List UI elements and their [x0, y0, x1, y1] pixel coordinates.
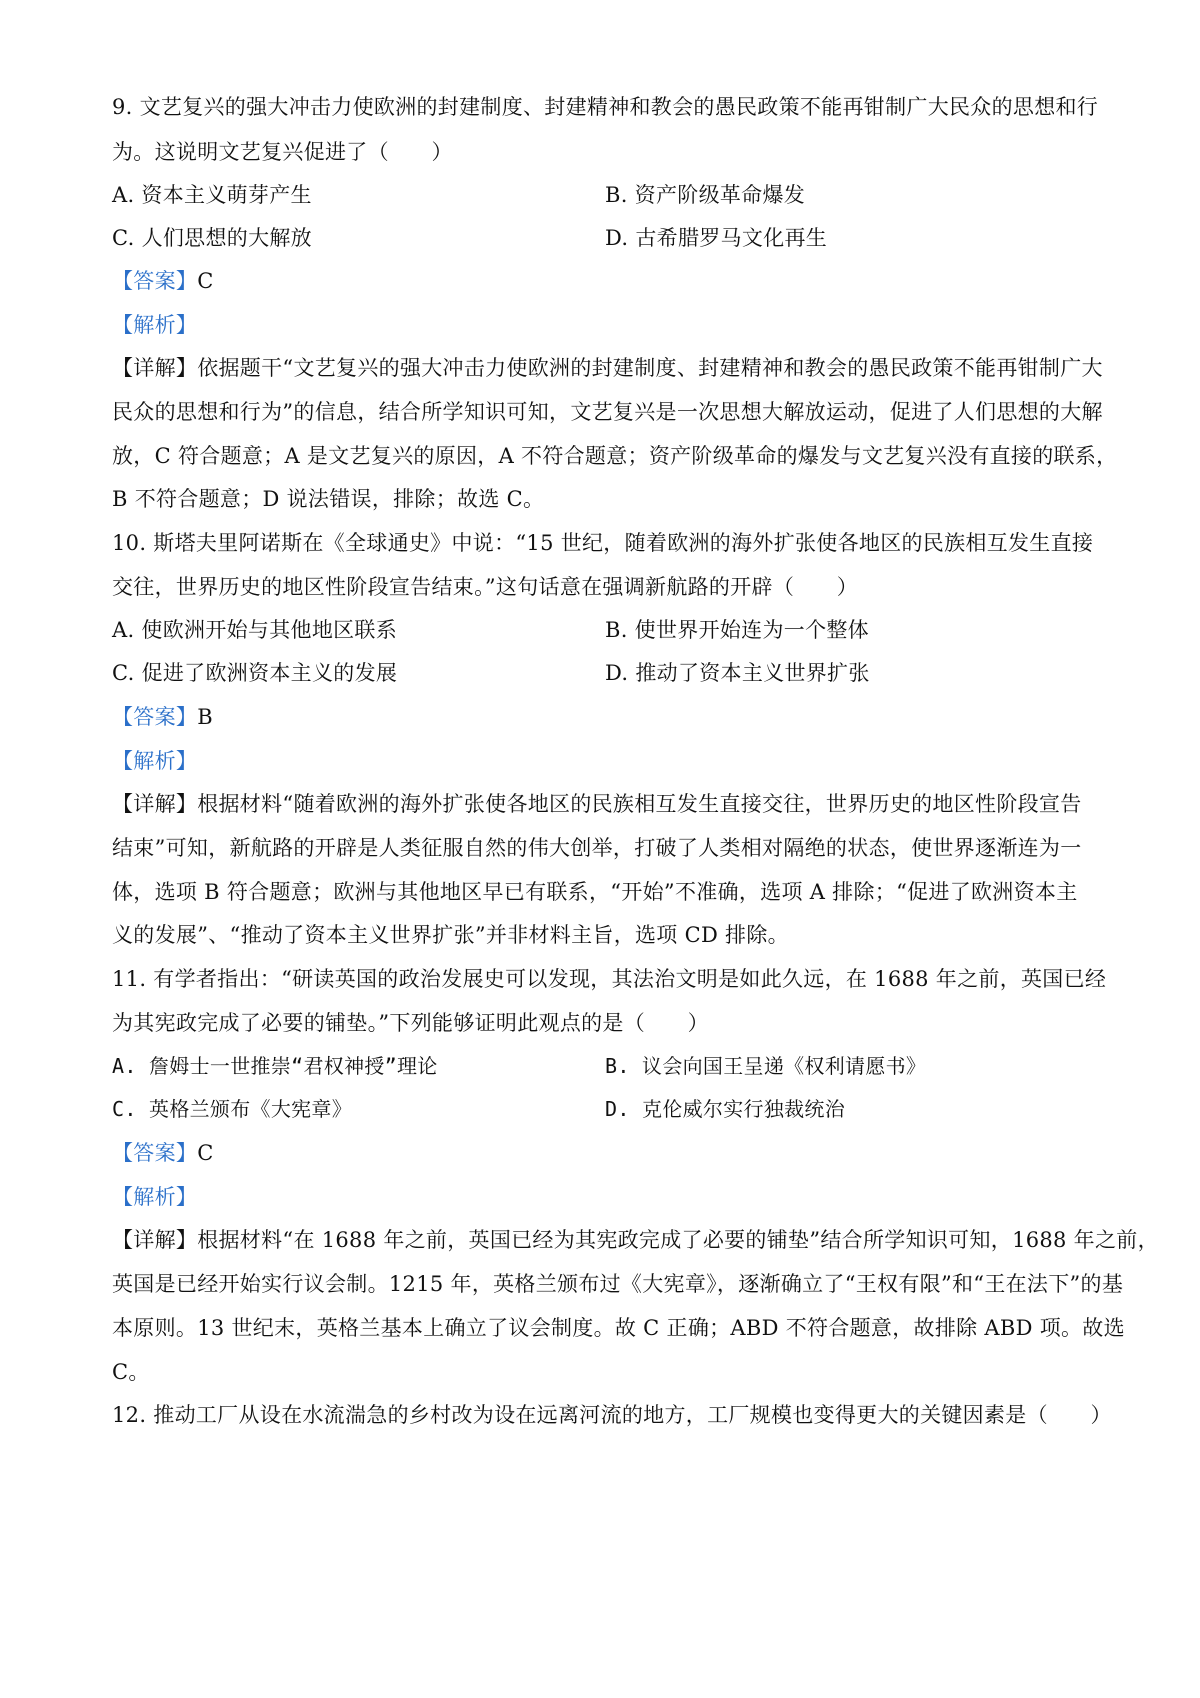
q11-detail-line-1 [112, 1225, 1159, 1255]
q9-option-c: C. 人们思想的大解放 [112, 226, 312, 250]
q10-detail-tag: 【详解】 [112, 792, 198, 816]
q10-answer-value: B [197, 705, 213, 729]
q10-answer-tag: 【答案】 [112, 705, 198, 729]
q9-detail-line-2: 民众的思想和行为”的信息，结合所学知识可知，文艺复兴是一次思想大解放运动，促进了人们思想的大解 [112, 400, 1103, 424]
q9-option-a: A. 资本主义萌芽产生 [112, 183, 312, 207]
q11-detail-tag: 【详解】 [112, 1228, 198, 1252]
q10-detail-line-3: 体，选项 B 符合题意；欧洲与其他地区早已有联系，“开始”不准确，选项 A 排除；“促进了欧洲资本主 [112, 880, 1078, 904]
q11-option-c: C. 英格兰颁布《大宪章》 [112, 1097, 353, 1121]
q11-option-a: A. 詹姆士一世推崇“君权神授”理论 [112, 1054, 438, 1078]
q9-option-d: D. 古希腊罗马文化再生 [605, 226, 828, 250]
q10-detail-line-4: 义的发展”、“推动了资本主义世界扩张”并非材料主旨，选项 CD 排除。 [112, 923, 789, 947]
q11-answer [112, 1138, 1092, 1168]
q9-detail-line-4: B 不符合题意；D 说法错误，排除；故选 C。 [112, 487, 545, 511]
q9-detail-tag: 【详解】 [112, 356, 198, 380]
q11-detail-line-3: 本原则。13 世纪末，英格兰基本上确立了议会制度。故 C 正确；ABD 不符合题意，故排除 ABD 项。故选 [112, 1316, 1125, 1340]
q10-option-c: C. 促进了欧洲资本主义的发展 [112, 661, 398, 685]
q10-option-a: A. 使欧洲开始与其他地区联系 [112, 618, 398, 642]
q9-stem-line-2: 为。这说明文艺复兴促进了（ ） [112, 140, 453, 164]
q10-analysis-tag: 【解析】 [112, 749, 198, 773]
q9-answer-tag: 【答案】 [112, 269, 198, 293]
q9-stem-line-1: 9. 文艺复兴的强大冲击力使欧洲的封建制度、封建精神和教会的愚民政策不能再钳制广大民众的思想和行 [112, 95, 1099, 119]
q11-stem-line-1: 11. 有学者指出：“研读英国的政治发展史可以发现，其法治文明是如此久远，在 1688 年之前，英国已经 [112, 967, 1107, 991]
q9-detail-line-1 [112, 353, 1103, 383]
q11-analysis [112, 1182, 1092, 1212]
q11-detail-line-4: C。 [112, 1360, 150, 1384]
q11-analysis-tag: 【解析】 [112, 1185, 198, 1209]
q10-answer [112, 702, 1092, 732]
q10-detail-text-1: 根据材料“随着欧洲的海外扩张使各地区的民族相互发生直接交往，世界历史的地区性阶段宣告 [197, 792, 1082, 816]
q11-detail-text-1: 根据材料“在 1688 年之前，英国已经为其宪政完成了必要的铺垫”结合所学知识可知，1688 年之前， [197, 1228, 1159, 1252]
q10-detail-line-1 [112, 789, 1092, 819]
q10-detail-line-2: 结束”可知，新航路的开辟是人类征服自然的伟大创举，打破了人类相对隔绝的状态，使世界逐渐连为一 [112, 836, 1082, 860]
q9-analysis-tag: 【解析】 [112, 313, 198, 337]
q10-stem-line-1: 10. 斯塔夫里阿诺斯在《全球通史》中说：“15 世纪，随着欧洲的海外扩张使各地区的民族相互发生直接 [112, 531, 1094, 555]
q10-analysis [112, 746, 1092, 776]
q11-answer-value: C [197, 1141, 214, 1165]
q10-option-d: D. 推动了资本主义世界扩张 [605, 661, 870, 685]
q9-option-b: B. 资产阶级革命爆发 [605, 183, 806, 207]
q12-stem-line-1: 12. 推动工厂从设在水流湍急的乡村改为设在远离河流的地方，工厂规模也变得更大的关键因素是（ ） [112, 1403, 1112, 1427]
q9-detail-line-3: 放，C 符合题意；A 是文艺复兴的原因，A 不符合题意；资产阶级革命的爆发与文艺复兴没有直接的联系， [112, 444, 1118, 468]
q9-answer-value: C [197, 269, 214, 293]
q11-stem-line-2: 为其宪政完成了必要的铺垫。”下列能够证明此观点的是（ ） [112, 1011, 709, 1035]
q11-option-d: D. 克伦威尔实行独裁统治 [605, 1097, 846, 1121]
q11-option-b: B. 议会向国王呈递《权利请愿书》 [605, 1054, 927, 1078]
q11-answer-tag: 【答案】 [112, 1141, 198, 1165]
q10-stem-line-2: 交往，世界历史的地区性阶段宣告结束。”这句话意在强调新航路的开辟（ ） [112, 575, 859, 599]
q9-detail-text-1: 依据题干“文艺复兴的强大冲击力使欧洲的封建制度、封建精神和教会的愚民政策不能再钳制广大 [197, 356, 1103, 380]
q11-detail-line-2: 英国是已经开始实行议会制。1215 年，英格兰颁布过《大宪章》，逐渐确立了“王权有限”和“王在法下”的基 [112, 1272, 1124, 1296]
q9-answer [112, 266, 1092, 296]
q9-analysis [112, 310, 1092, 340]
q10-option-b: B. 使世界开始连为一个整体 [605, 618, 869, 642]
